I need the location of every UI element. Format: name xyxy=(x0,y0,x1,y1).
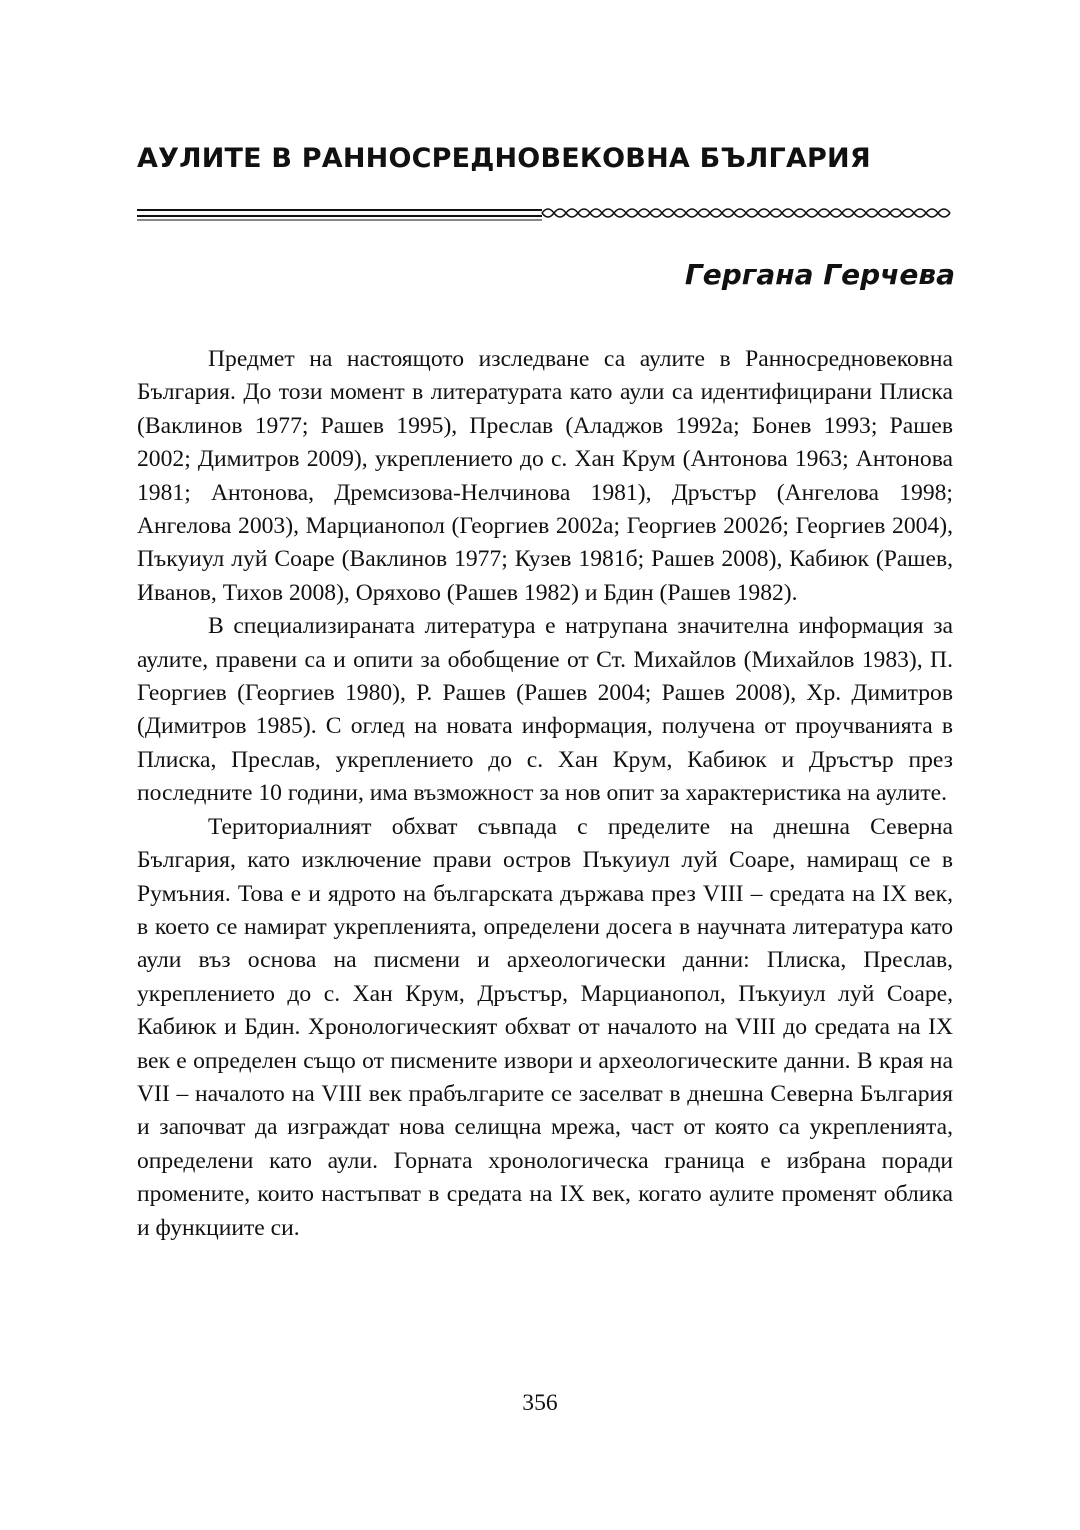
page-number: 356 xyxy=(522,1390,558,1416)
body-paragraph: Териториалният обхват съвпада с пределите на днешна Северна България, като изключение прави остров Пъкуиул луй Соаре, намиращ се в Румъния. Това е и ядрото на българската държава през VIII – средата на IX век, в което се намират укрепленията, определени досега в научната литература като аули въз основа на писмени и археологически данни: Плиска, Преслав, укреплението до с. Хан Крум, Дръстър, Марцианопол, Пъкуиул луй Соаре, Кабиюк и Бдин. Хронологическият обхват от началото на VIII до средата на IX век е определен също от писмените извори и археологическите данни. В края на VII – началото на VIII век прабългарите се заселват в днешна Северна България и започват да изграждат нова селищна мрежа, част от която са укрепленията, определени като аули. Горната хронологическа граница е избрана поради промените, които настъпват в средата на IX век, когато аулите променят облика и функциите си. xyxy=(137,813,953,1241)
title-ornament-rule xyxy=(137,202,960,228)
article-title: АУЛИТЕ В РАННОСРЕДНОВЕКОВНА БЪЛГАРИЯ xyxy=(137,143,871,174)
article-author: Гергана Герчева xyxy=(684,258,955,291)
rule-wave-ornament-2 xyxy=(542,209,950,217)
body-paragraph: В специализираната литература е натрупана значителна информация за аулите, правени са и опити за обобщение от Ст. Михайлов (Михайлов 1983), П. Георгиев (Георгиев 1980), Р. Рашев (Рашев 2004; Рашев 2008), Хр. Димитров (Димитров 1985). С оглед на новата информация, получена от проучванията в Плиска, Преслав, укреплението до с. Хан Крум, Кабиюк и Дръстър през последните 10 години, има възможност за нов опит за характеристика на аулите. xyxy=(137,613,953,807)
article-body xyxy=(137,343,953,1245)
body-paragraph: Предмет на настоящото изследване са аулите в Ранносредновековна България. До този момент в литературата като аули са идентифицирани Плиска (Ваклинов 1977; Рашев 1995), Преслав (Аладжов 1992а; Бонев 1993; Рашев 2002; Димитров 2009), укреплението до с. Хан Крум (Антонова 1963; Антонова 1981; Антонова, Дремсизова-Нелчинова 1981), Дръстър (Ангелова 1998; Ангелова 2003), Марцианопол (Георгиев 2002а; Георгиев 2002б; Георгиев 2004), Пъкуиул луй Соаре (Ваклинов 1977; Кузев 1981б; Рашев 2008), Кабиюк (Рашев, Иванов, Тихов 2008), Оряхово (Рашев 1982) и Бдин (Рашев 1982). xyxy=(137,346,953,606)
